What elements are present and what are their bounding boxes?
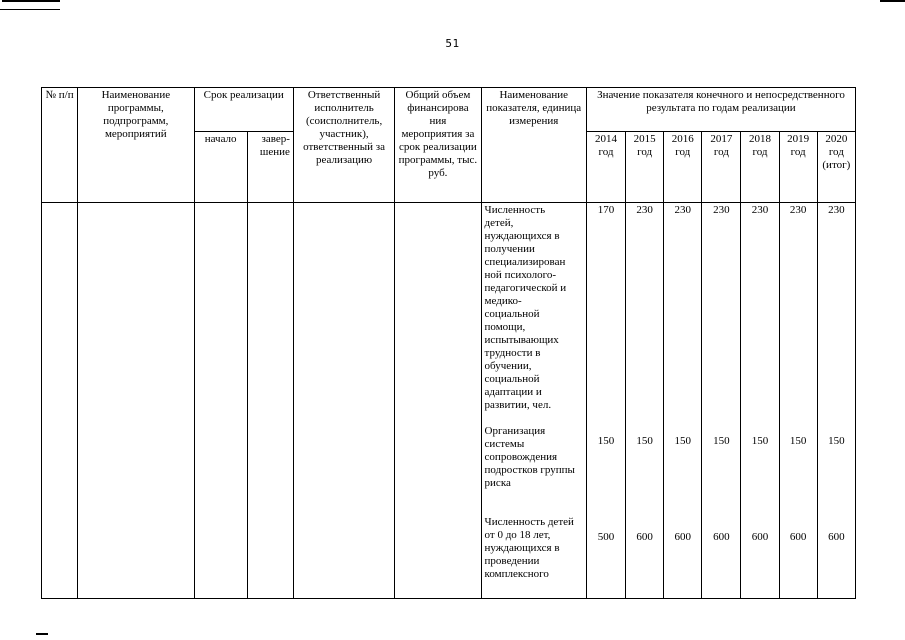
- empty-responsible-cell: [293, 203, 394, 599]
- value-r2-2018: 150: [751, 435, 769, 447]
- value-r2-2017: 150: [713, 435, 730, 447]
- program-table: [41, 87, 856, 599]
- empty-end-cell: [247, 203, 293, 599]
- table-row: [42, 203, 856, 599]
- year-2016: 2016 год: [664, 132, 702, 203]
- header-start: начало: [194, 132, 247, 203]
- indicators-cell: [481, 203, 586, 599]
- header-values-group: Значение показателя конечного и непосредственного результата по годам реализации: [586, 88, 855, 132]
- values-2019: [779, 203, 817, 599]
- year-2018: 2018 год: [741, 132, 779, 203]
- empty-num-cell: [42, 203, 78, 599]
- year-2020: 2020 год (итог): [817, 132, 855, 203]
- year-2014: 2014 год: [586, 132, 625, 203]
- empty-program-cell: [78, 203, 194, 599]
- value-r2-2015: 150: [636, 435, 653, 447]
- header-program-name: Наименование программы, подпрограмм, мероприятий: [78, 88, 194, 203]
- value-r3-2015: 600: [636, 531, 653, 543]
- value-r1-2017: 230: [713, 204, 730, 216]
- values-2016: [664, 203, 702, 599]
- value-r1-2015: 230: [636, 204, 653, 216]
- header-responsible: Ответственный исполнитель (соисполнитель, участник), ответственный за реализацию: [293, 88, 394, 203]
- value-r1-2018: 230: [751, 204, 769, 216]
- year-2019: 2019 год: [779, 132, 817, 203]
- value-r1-2020: 230: [828, 204, 845, 216]
- value-r3-2016: 600: [674, 531, 691, 543]
- empty-funding-cell: [395, 203, 481, 599]
- scan-mark-bottom-left: [36, 633, 48, 635]
- header-funding: Общий объем финансирова ния мероприятия за срок реализации программы, тыс. руб.: [395, 88, 481, 203]
- header-indicator: Наименование показателя, единица измерения: [481, 88, 586, 203]
- scan-mark-top-left: [2, 0, 60, 2]
- value-r3-2019: 600: [789, 531, 807, 543]
- year-2017: 2017 год: [702, 132, 741, 203]
- value-r3-2017: 600: [713, 531, 730, 543]
- scan-mark-top-right: [880, 0, 905, 2]
- value-r1-2014: 170: [597, 204, 615, 216]
- empty-start-cell: [194, 203, 247, 599]
- values-2020: [817, 203, 855, 599]
- header-period: Срок реализации: [194, 88, 293, 132]
- value-r3-2020: 600: [828, 531, 845, 543]
- value-r2-2019: 150: [789, 435, 807, 447]
- indicator-3: Численность детей от 0 до 18 лет, нуждающихся в проведении комплексного: [484, 516, 574, 580]
- values-2015: [626, 203, 664, 599]
- indicator-1: Численность детей, нуждающихся в получении специализирован ной психолого- педагогической и медико- социальной помощи, испытывающих трудности в обучении, социальной адаптации и развитии, чел.: [484, 204, 567, 411]
- value-r1-2016: 230: [674, 204, 691, 216]
- value-r2-2016: 150: [674, 435, 691, 447]
- value-r2-2014: 150: [597, 435, 615, 447]
- page-number: 51: [445, 37, 460, 50]
- values-2017: [702, 203, 741, 599]
- header-end: завер- шение: [259, 133, 290, 158]
- value-r2-2020: 150: [828, 435, 845, 447]
- year-2015: 2015 год: [626, 132, 664, 203]
- values-2014: [586, 203, 625, 599]
- values-2018: [741, 203, 779, 599]
- value-r1-2019: 230: [789, 204, 807, 216]
- indicator-2: Организация системы сопровождения подростков группы риска: [484, 425, 575, 489]
- header-num: № п/п: [42, 88, 78, 203]
- value-r3-2018: 600: [751, 531, 769, 543]
- value-r3-2014: 500: [597, 531, 615, 543]
- scan-mark-top-left-2: [0, 9, 60, 10]
